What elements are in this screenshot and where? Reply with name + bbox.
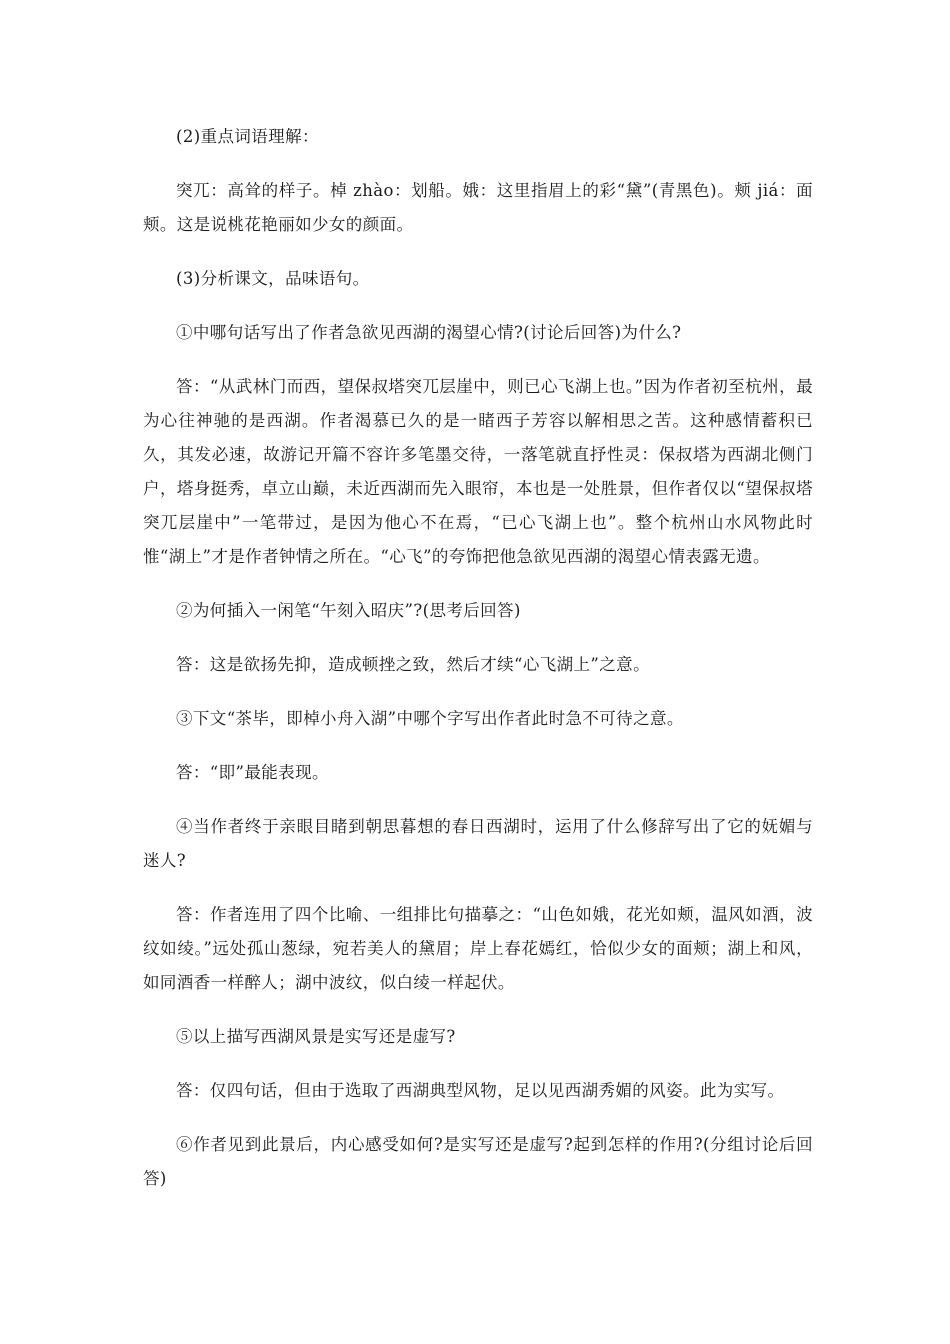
question-6: ⑥作者见到此景后，内心感受如何?是实写还是虚写?起到怎样的作用?(分组讨论后回答)	[143, 1135, 813, 1188]
paragraph-analysis-heading: (3)分析课文，品味语句。	[176, 269, 370, 288]
document-body	[143, 120, 813, 1216]
answer-1: 答：“从武林门而西，望保叔塔突兀层崖中，则已心飞湖上也。”因为作者初至杭州，最为心往神驰的是西湖。作者渴慕已久的是一睹西子芳容以解相思之苦。这种感情蓄积已久，其发必速，故游记开篇不容许多笔墨交待，一落笔就直抒性灵：保叔塔为西湖北侧门户，塔身挺秀，卓立山巅，未近西湖而先入眼帘，本也是一处胜景，但作者仅以“望保叔塔突兀层崖中”一笔带过，是因为他心不在焉，“已心飞湖上也”。整个杭州山水风物此时惟“湖上”才是作者钟情之所在。“心飞”的夸饰把他急欲见西湖的渴望心情表露无遗。	[143, 377, 813, 566]
answer-2: 答：这是欲扬先抑，造成顿挫之致，然后才续“心飞湖上”之意。	[176, 655, 650, 674]
question-4: ④当作者终于亲眼目睹到朝思暮想的春日西湖时，运用了什么修辞写出了它的妩媚与迷人?	[143, 817, 813, 870]
answer-5: 答：仅四句话，但由于选取了西湖典型风物，足以见西湖秀媚的风姿。此为实写。	[176, 1081, 785, 1100]
paragraph-key-words-heading: (2)重点词语理解：	[176, 127, 319, 146]
question-3: ③下文“茶毕，即棹小舟入湖”中哪个字写出作者此时急不可待之意。	[176, 709, 684, 728]
question-5: ⑤以上描写西湖风景是实写还是虚写?	[176, 1027, 456, 1046]
question-1: ①中哪句话写出了作者急欲见西湖的渴望心情?(讨论后回答)为什么?	[176, 323, 682, 342]
answer-4: 答：作者连用了四个比喻、一组排比句描摹之：“山色如娥，花光如颊，温风如酒，波纹如绫。”远处孤山葱绿，宛若美人的黛眉；岸上春花嫣红，恰似少女的面颊；湖上和风，如同酒香一样醉人；湖中波纹，似白绫一样起伏。	[143, 905, 813, 992]
paragraph-word-definitions: 突兀：高耸的样子。棹 zhào：划船。娥：这里指眉上的彩“黛”(青黑色)。颊 jiá：面颊。这是说桃花艳丽如少女的颜面。	[143, 181, 813, 234]
answer-3: 答：“即”最能表现。	[176, 763, 329, 782]
question-2: ②为何插入一闲笔“午刻入昭庆”?(思考后回答)	[176, 601, 521, 620]
